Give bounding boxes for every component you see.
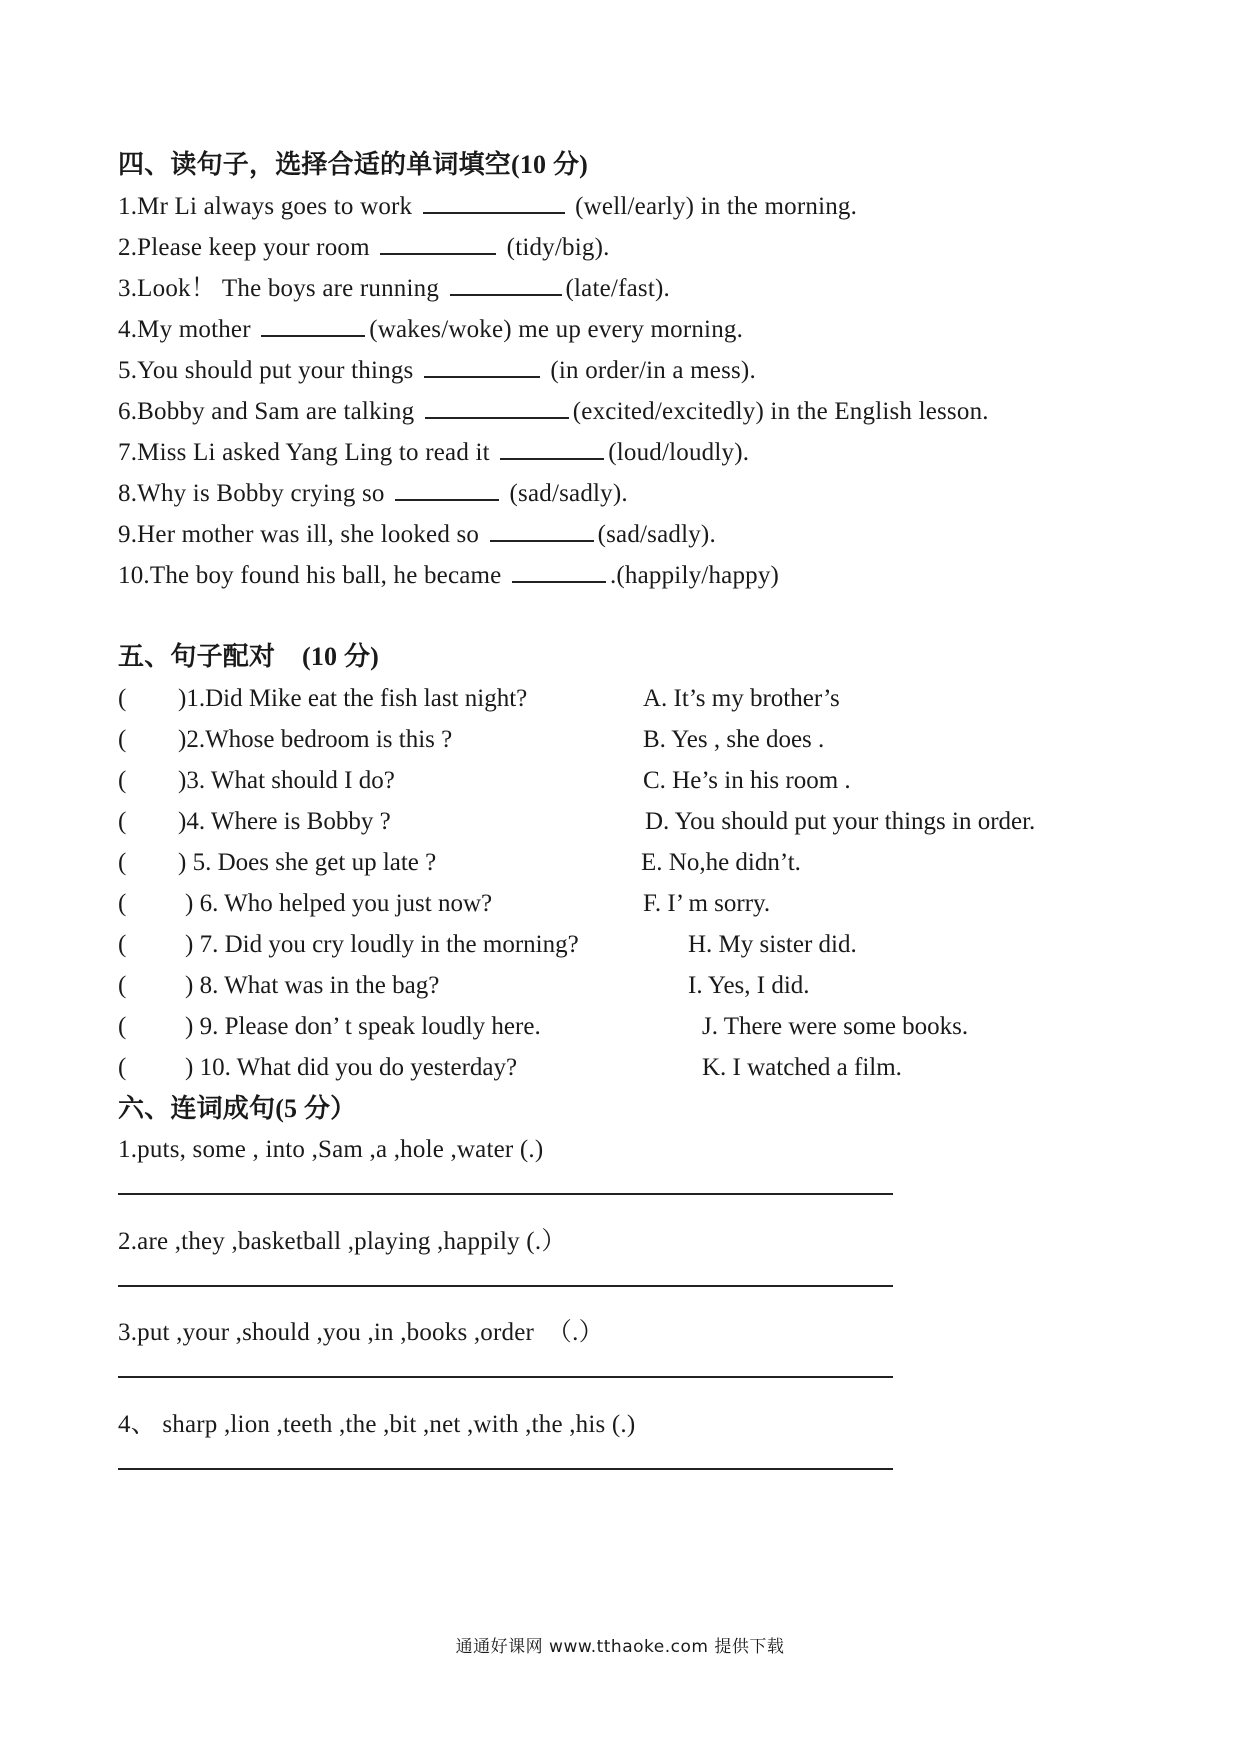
match-answer: C. He’s in his room . — [643, 767, 851, 794]
fill-item-9 — [118, 520, 716, 550]
answer-blank[interactable] — [500, 457, 604, 460]
match-question: ) 8. What was in the bag? — [185, 972, 440, 999]
match-question: )2.Whose bedroom is this ? — [178, 726, 453, 753]
fill-item-text: 1.Mr Li always goes to work — [118, 193, 419, 220]
word-order-item-4: 4、 sharp ,lion ,teeth ,the ,bit ,net ,with ,the ,his (.) — [118, 1411, 636, 1438]
fill-item-text: 2.Please keep your room — [118, 234, 377, 261]
fill-item-options: (excited/excitedly) in the English lesson. — [572, 398, 989, 425]
match-question: ) 5. Does she get up late ? — [178, 849, 437, 876]
fill-item-options: (wakes/woke) me up every morning. — [369, 316, 744, 343]
fill-item-options: (late/fast). — [565, 275, 670, 302]
fill-item-text: 8.Why is Bobby crying so — [118, 480, 392, 507]
match-question: )3. What should I do? — [178, 767, 395, 794]
fill-item-options: (tidy/big). — [500, 234, 610, 261]
footer-source: 通通好课网 www.tthaoke.com 提供下载 — [455, 1637, 785, 1657]
fill-item-3 — [118, 274, 670, 304]
answer-blank[interactable] — [425, 416, 569, 419]
fill-item-options: (sad/sadly). — [503, 480, 628, 507]
match-question: ) 10. What did you do yesterday? — [185, 1054, 518, 1081]
answer-paren[interactable]: ( — [118, 726, 127, 753]
answer-blank[interactable] — [261, 334, 365, 337]
answer-line[interactable] — [118, 1193, 893, 1195]
fill-item-options: (sad/sadly). — [597, 521, 716, 548]
answer-paren[interactable]: ( — [118, 972, 127, 999]
match-answer: D. You should put your things in order. — [645, 808, 1036, 835]
fill-item-1 — [118, 192, 857, 222]
fill-item-text: 4.My mother — [118, 316, 258, 343]
answer-paren[interactable]: ( — [118, 890, 127, 917]
match-answer: H. My sister did. — [688, 931, 857, 958]
fill-item-options: (loud/loudly). — [608, 439, 750, 466]
answer-line[interactable] — [118, 1285, 893, 1287]
word-order-item-1: 1.puts, some , into ,Sam ,a ,hole ,water (.) — [118, 1136, 544, 1163]
fill-item-text: 3.Look！ The boys are running — [118, 275, 446, 302]
answer-blank[interactable] — [424, 375, 540, 378]
match-answer: E. No,he didn’t. — [641, 849, 801, 876]
section6-heading: 六、连词成句(5 分） — [118, 1094, 357, 1123]
fill-item-options: .(happily/happy) — [609, 562, 780, 589]
answer-blank[interactable] — [380, 252, 496, 255]
answer-paren[interactable]: ( — [118, 808, 127, 835]
answer-paren[interactable]: ( — [118, 1054, 127, 1081]
fill-item-options: (in order/in a mess). — [543, 357, 756, 384]
fill-item-text: 7.Miss Li asked Yang Ling to read it — [118, 439, 497, 466]
fill-item-4 — [118, 315, 743, 345]
answer-blank[interactable] — [490, 539, 594, 542]
fill-item-options: (well/early) in the morning. — [568, 193, 858, 220]
fill-item-2 — [118, 233, 610, 263]
fill-item-text: 6.Bobby and Sam are talking — [118, 398, 421, 425]
answer-paren[interactable]: ( — [118, 767, 127, 794]
fill-item-text: 5.You should put your things — [118, 357, 420, 384]
section5-heading: 五、句子配对 (10 分) — [118, 642, 380, 671]
answer-paren[interactable]: ( — [118, 849, 127, 876]
fill-item-8 — [118, 479, 628, 509]
match-answer: K. I watched a film. — [702, 1054, 902, 1081]
answer-line[interactable] — [118, 1468, 893, 1470]
match-question: ) 6. Who helped you just now? — [185, 890, 493, 917]
match-question: )4. Where is Bobby ? — [178, 808, 391, 835]
word-order-item-2: 2.are ,they ,basketball ,playing ,happily (.） — [118, 1228, 567, 1255]
fill-item-6 — [118, 397, 989, 427]
match-answer: J. There were some books. — [702, 1013, 969, 1040]
match-answer: I. Yes, I did. — [688, 972, 810, 999]
fill-item-5 — [118, 356, 756, 386]
match-question: ) 9. Please don’ t speak loudly here. — [185, 1013, 541, 1040]
match-answer: A. It’s my brother’s — [643, 685, 840, 712]
match-question: ) 7. Did you cry loudly in the morning? — [185, 931, 579, 958]
fill-item-10 — [118, 561, 779, 591]
answer-paren[interactable]: ( — [118, 1013, 127, 1040]
answer-blank[interactable] — [395, 498, 499, 501]
word-order-item-3: 3.put ,your ,should ,you ,in ,books ,order （.） — [118, 1319, 604, 1346]
match-answer: F. I’ m sorry. — [643, 890, 771, 917]
fill-item-text: 9.Her mother was ill, she looked so — [118, 521, 486, 548]
answer-blank[interactable] — [512, 580, 606, 583]
answer-line[interactable] — [118, 1376, 893, 1378]
match-answer: B. Yes , she does . — [643, 726, 825, 753]
answer-blank[interactable] — [423, 211, 565, 214]
section4-heading: 四、读句子，选择合适的单词填空(10 分) — [118, 150, 589, 179]
answer-paren[interactable]: ( — [118, 931, 127, 958]
fill-item-text: 10.The boy found his ball, he became — [118, 562, 508, 589]
match-question: )1.Did Mike eat the fish last night? — [178, 685, 528, 712]
fill-item-7 — [118, 438, 749, 468]
answer-paren[interactable]: ( — [118, 685, 127, 712]
answer-blank[interactable] — [450, 293, 562, 296]
